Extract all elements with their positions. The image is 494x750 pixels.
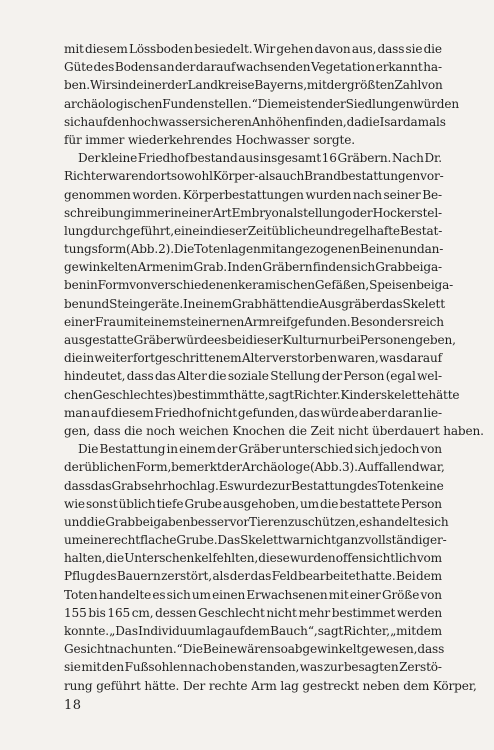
- text-line: genommen worden. Körperbestattungen wurden nach seiner Be-: [64, 187, 442, 202]
- text-line: Der kleine Friedhof bestand aus insgesamt 16 Gräbern. Nach Dr.: [78, 151, 442, 166]
- text-line: um eine recht flache Grube. Das Skelett war nicht ganz vollständig er-: [64, 533, 447, 548]
- page-number: 18: [64, 698, 82, 713]
- text-line: ben in Form von verschiedenen keramischen Gefäßen, Speisenbeiga-: [64, 278, 454, 293]
- text-line: Die Bestattung in einem der Gräber unterschied sich jedoch von: [78, 442, 442, 457]
- text-line: ausgestatte Gräber würde es bei dieser Kultur nur bei Personen geben,: [64, 333, 456, 347]
- text-line: man auf diesem Friedhof nicht gefunden, das würde aber daran lie-: [64, 405, 442, 420]
- text-line: Toten handelte es sich um einen Erwachsenen mit einer Größe von: [64, 587, 442, 602]
- text-line: chen Geschlechtes) bestimmt hätte, sagt Richter. Kinderskelette hätte: [64, 387, 460, 402]
- paragraph: [64, 40, 460, 149]
- text-line: ben und Steingeräte. In einem Grab hätten die Ausgräber das Skelett: [64, 296, 445, 311]
- text-line: Pflug des Bauern zerstört, als der das Feld bearbeitet hatte. Bei dem: [64, 569, 442, 584]
- text-line: lung durchgeführt, eine in dieser Zeit übliche und regelhafte Bestat-: [64, 223, 443, 238]
- text-line: tungsform (Abb. 2). Die Toten lagen mit angezogenen Beinen und an-: [64, 242, 444, 257]
- text-line: sich auf den hochwassersicheren Anhöhen finden, da die Isar damals: [64, 114, 446, 129]
- text-line: dass das Grab sehr hoch lag. Es wurde zur Bestattung des Toten keine: [64, 478, 444, 493]
- text-line: gewinkelten Armen im Grab. In den Gräbern finden sich Grabbeigа-: [64, 260, 442, 275]
- text-line: wie sonst üblich tiefe Grube ausgehoben, um die bestattete Person: [64, 496, 442, 511]
- text-line: sie mit den Fußsohlen nach oben standen, was zur besagten Zerstö-: [64, 660, 442, 675]
- text-line: hindeutet, dass das Alter die soziale Stellung der Person (egal wel-: [64, 369, 442, 384]
- text-line: ben. Wir sind einer der Landkreise Bayerns, mit der größten Zahl von: [64, 78, 443, 93]
- text-line: archäologischen Fundenstellen.“ Die meisten der Siedlungen würden: [64, 96, 460, 111]
- text-line: einer Frau mit einem steinernen Armreif gefunden. Besonders reich: [64, 314, 444, 329]
- text-line: schreibung immer in einer Art Embryonalstellung oder Hockerstel-: [64, 205, 442, 220]
- text-line: Gesicht nach unten.“ Die Beine wären so abgewinkelt gewesen, dass: [64, 642, 445, 657]
- paragraph: [64, 440, 477, 695]
- text-line: konnte. „Das Individuum lag auf dem Bauch“, sagt Richter, „mit dem: [64, 624, 442, 638]
- text-line: Richter waren dort sowohl Körper- als auch Brandbestattungen vor-: [64, 169, 444, 184]
- text-line: 155 bis 165 cm, dessen Geschlecht nicht mehr bestimmet werden: [64, 605, 442, 620]
- text-line: mit diesem Lössboden besiedelt. Wir gehen davon aus, dass sie die: [64, 42, 442, 56]
- body-text: [64, 40, 484, 695]
- text-line: halten, die Unterschenkel fehlten, diese wurden offensichtlich vom: [64, 551, 442, 566]
- text-line: der üblichen Form, bemerkt der Archäologe (Abb. 3). Auffallend war,: [64, 460, 445, 475]
- text-line: und die Grabbeigaben besser vor Tieren zu schützen, es handelte sich: [64, 514, 449, 529]
- text-line: gen, dass die noch weichen Knochen die Zeit nicht überdauert haben.: [64, 423, 484, 438]
- text-line: die in weiter fortgeschrittenem Alter verstorben waren, was darauf: [64, 351, 442, 366]
- paragraph: [64, 149, 484, 440]
- text-line: Güte des Bodens an der darauf wachsenden Vegetation erkannt ha-: [64, 60, 442, 75]
- text-line: für immer wiederkehrendes Hochwasser sorgte.: [64, 132, 355, 147]
- text-line: rung geführt hätte. Der rechte Arm lag gestreckt neben dem Körper,: [64, 678, 477, 693]
